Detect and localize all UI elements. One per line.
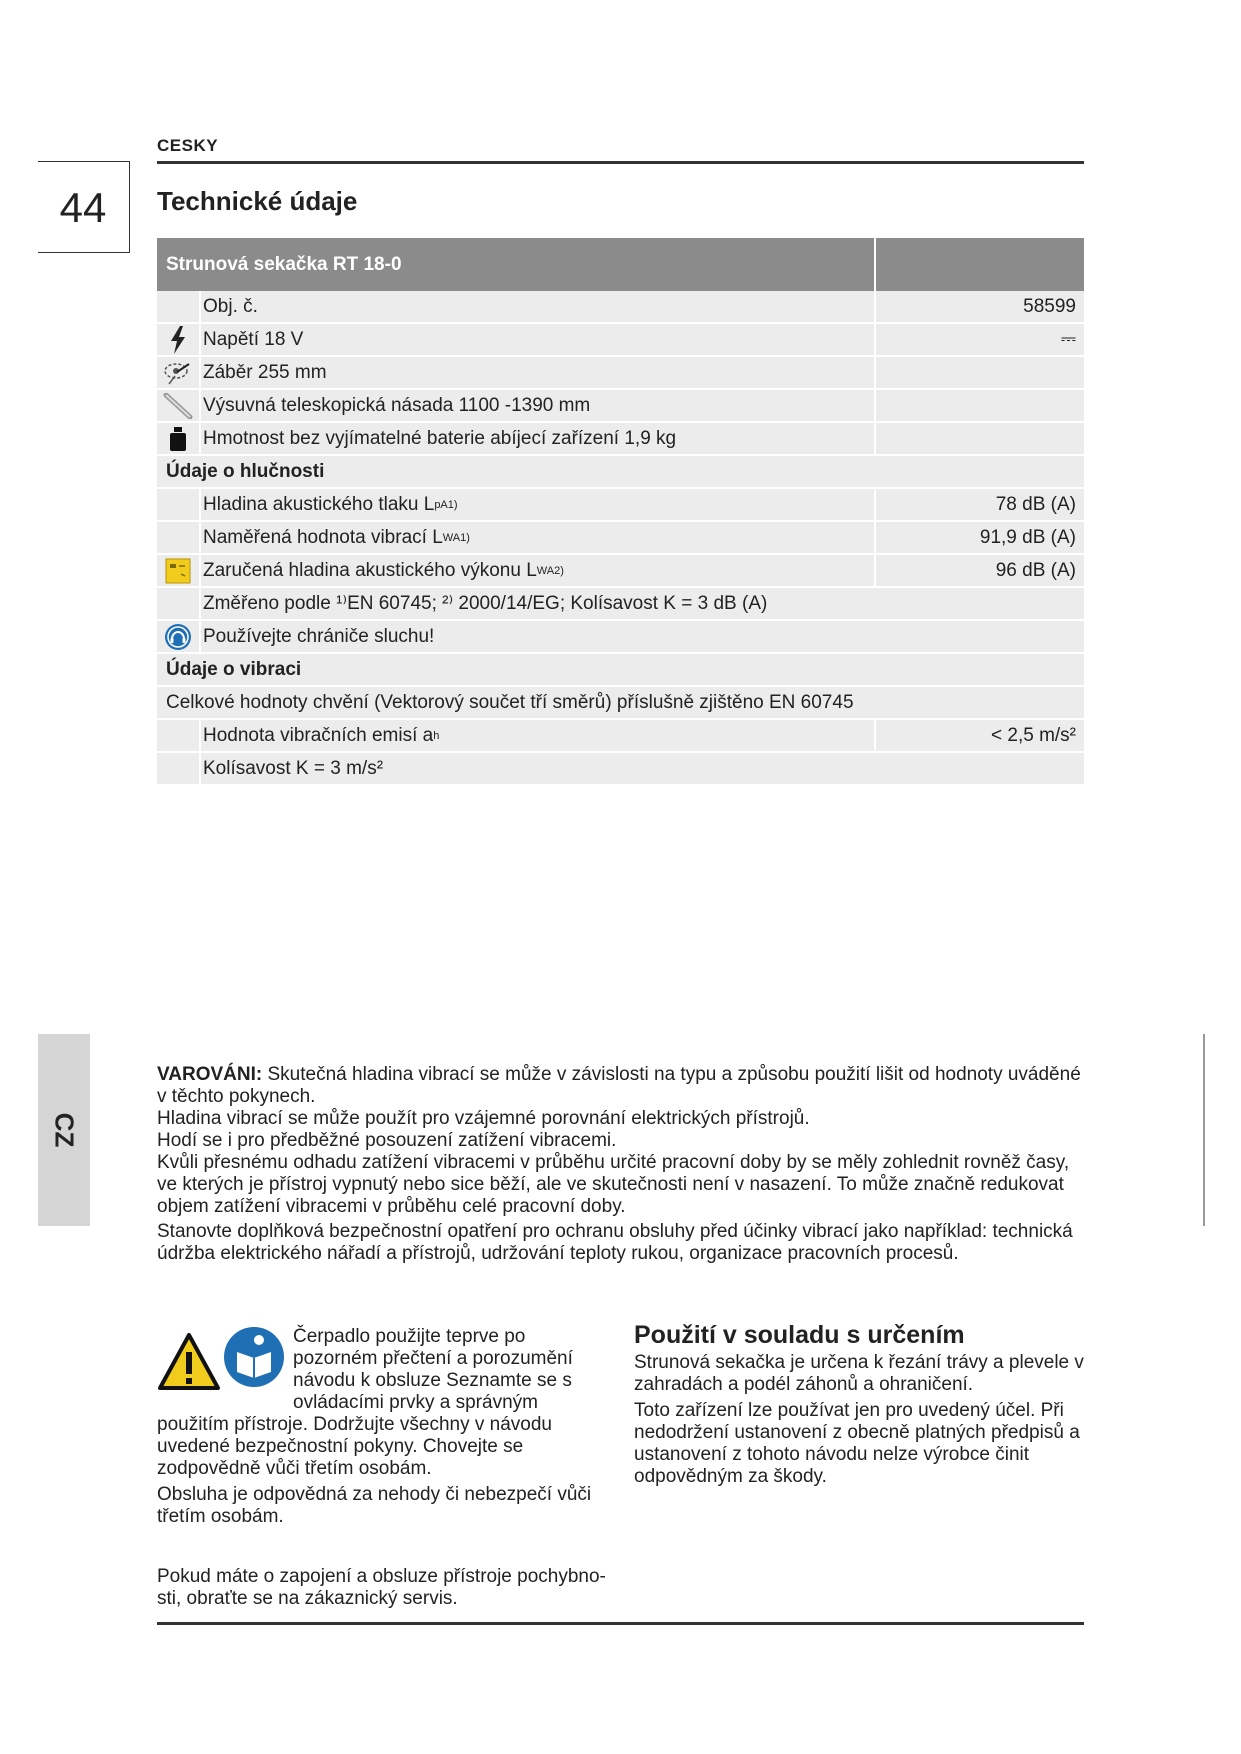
table-header [157, 238, 1084, 291]
lightning-icon [168, 326, 188, 354]
page-edge-mark [1203, 1034, 1205, 1226]
row-label: Hodnota vibračních emisí a h [201, 720, 876, 751]
dc-symbol: ⎓ [1060, 328, 1076, 350]
row-value: < 2,5 m/s² [991, 724, 1076, 746]
page-title: Technické údaje [157, 186, 358, 216]
header-language: CESKY [157, 136, 219, 155]
table-row [157, 522, 1084, 555]
intended-use-heading: Použití v souladu s určením [634, 1321, 965, 1349]
table-row [157, 423, 1084, 456]
row-value: 58599 [1023, 295, 1076, 317]
table-row [157, 324, 1084, 357]
product-name: Strunová sekačka RT 18-0 [157, 238, 876, 291]
row-label: Zaručená hladina akustického výkonu L WA 2) [201, 555, 876, 586]
row-label: Obj. č. [201, 291, 876, 322]
warning-text: Hladina vibrací se může použít pro vzájemné porovnání elektrických přístrojů. [157, 1108, 810, 1129]
service-text: Pokud máte o zapojení a obsluze přístroje pochybno-sti, obraťte se na zákaznický servis. [157, 1566, 606, 1609]
section-label: Údaje o hlučnosti [166, 460, 325, 482]
table-row [157, 489, 1084, 522]
row-label: Záběr 255 mm [201, 357, 876, 388]
table-row [157, 588, 1084, 621]
page-number-box [38, 161, 130, 253]
table-row [157, 390, 1084, 423]
warning-text: Stanovte doplňková bezpečnostní opatření pro ochranu obsluhy před účinky vibrací jako například: technická údržba elektrického nářadí a přístrojů, udržování teploty rukou, organizace pracovních procesů. [157, 1221, 1073, 1264]
table-row [157, 357, 1084, 390]
cutting-width-icon [163, 360, 193, 386]
warning-triangle-icon [157, 1332, 221, 1392]
warning-text: Kvůli přesnému odhadu zatížení vibracemi v průběhu určité pracovní doby by se měly zohlednit rovněž časy, ve kterých je přístroj vypnutý nebo sice běží, ale ve skutečnosti není v nasazení. To může značně redukovat objem zatížení vibracemi v průběhu celé pracovní doby. [157, 1152, 1070, 1217]
safety-text: Obsluha je odpovědná za nehody či nebezpečí vůči třetím osobám. [157, 1484, 592, 1527]
warning-lead: VAROVÁNI: [157, 1064, 263, 1085]
table-row [157, 753, 1084, 786]
row-value: 91,9 dB (A) [979, 526, 1076, 548]
warning-text: Skutečná hladina vibrací se může v závislosti na typu a způsobu použití lišit od hodnoty uváděné v těchto pokynech. [157, 1064, 1081, 1107]
row-label: Kolísavost K = 3 m/s² [203, 757, 384, 779]
table-row [157, 555, 1084, 588]
noise-label-icon [165, 558, 191, 584]
vibration-warning [157, 1064, 1087, 1265]
table-section-heading [157, 654, 1084, 687]
row-label: Výsuvná teleskopická násada 1100 -1390 mm [201, 390, 876, 421]
page-number: 44 [59, 184, 107, 231]
row-label: Používejte chrániče sluchu! [203, 625, 435, 647]
safety-notice [157, 1326, 607, 1610]
row-value: 96 dB (A) [995, 559, 1076, 581]
spec-table [157, 238, 1084, 786]
bottom-rule [157, 1622, 1084, 1625]
row-label: Hmotnost bez vyjímatelné baterie abíjecí zařízení 1,9 kg [201, 423, 876, 454]
row-label: Změřeno podle ¹⁾EN 60745; ²⁾ 2000/14/EG; Kolísavost K = 3 dB (A) [203, 593, 768, 614]
intended-use-text: Strunová sekačka je určena k řezání trávy a plevele v zahradách a podél záhonů a ohraničení. [634, 1352, 1084, 1395]
language-side-tab [38, 1034, 90, 1226]
table-row [157, 687, 1084, 720]
row-label: Hladina akustického tlaku L pA 1) [201, 489, 876, 520]
row-value: 78 dB (A) [995, 493, 1076, 515]
table-row [157, 720, 1084, 753]
side-tab-label: CZ [49, 1112, 80, 1148]
row-label: Naměřená hodnota vibrací L WA 1) [201, 522, 876, 553]
intended-use [634, 1321, 1084, 1488]
ear-protection-icon [164, 623, 192, 651]
table-section-heading [157, 456, 1084, 489]
weight-icon [168, 427, 188, 451]
table-row [157, 621, 1084, 654]
read-manual-icon [223, 1326, 285, 1388]
row-label: Celkové hodnoty chvění (Vektorový součet tří směrů) příslušně zjištěno EN 60745 [166, 691, 854, 713]
table-row [157, 291, 1084, 324]
safety-icons [157, 1326, 289, 1394]
top-rule [157, 161, 1084, 164]
telescopic-handle-icon [163, 393, 193, 419]
row-label: Napětí 18 V [201, 324, 876, 355]
warning-text: Hodí se i pro předběžné posouzení zatížení vibracemi. [157, 1130, 617, 1151]
safety-text: Čerpadlo použijte teprve po pozorném přečtení a porozumění návodu k obsluze Seznamte se s ovládacími prvky a správným použitím přístroje. Dodržujte všechny v návodu uvedené bezpečnostní pokyny. Chovejte se zodpovědně vůči třetím osobám. [157, 1326, 573, 1479]
intended-use-text: Toto zařízení lze používat jen pro uvedený účel. Při nedodržení ustanovení z obecně platných předpisů a ustanovení z tohoto návodu nelze výrobce činit odpovědným za škody. [634, 1400, 1080, 1487]
section-label: Údaje o vibraci [166, 658, 302, 680]
